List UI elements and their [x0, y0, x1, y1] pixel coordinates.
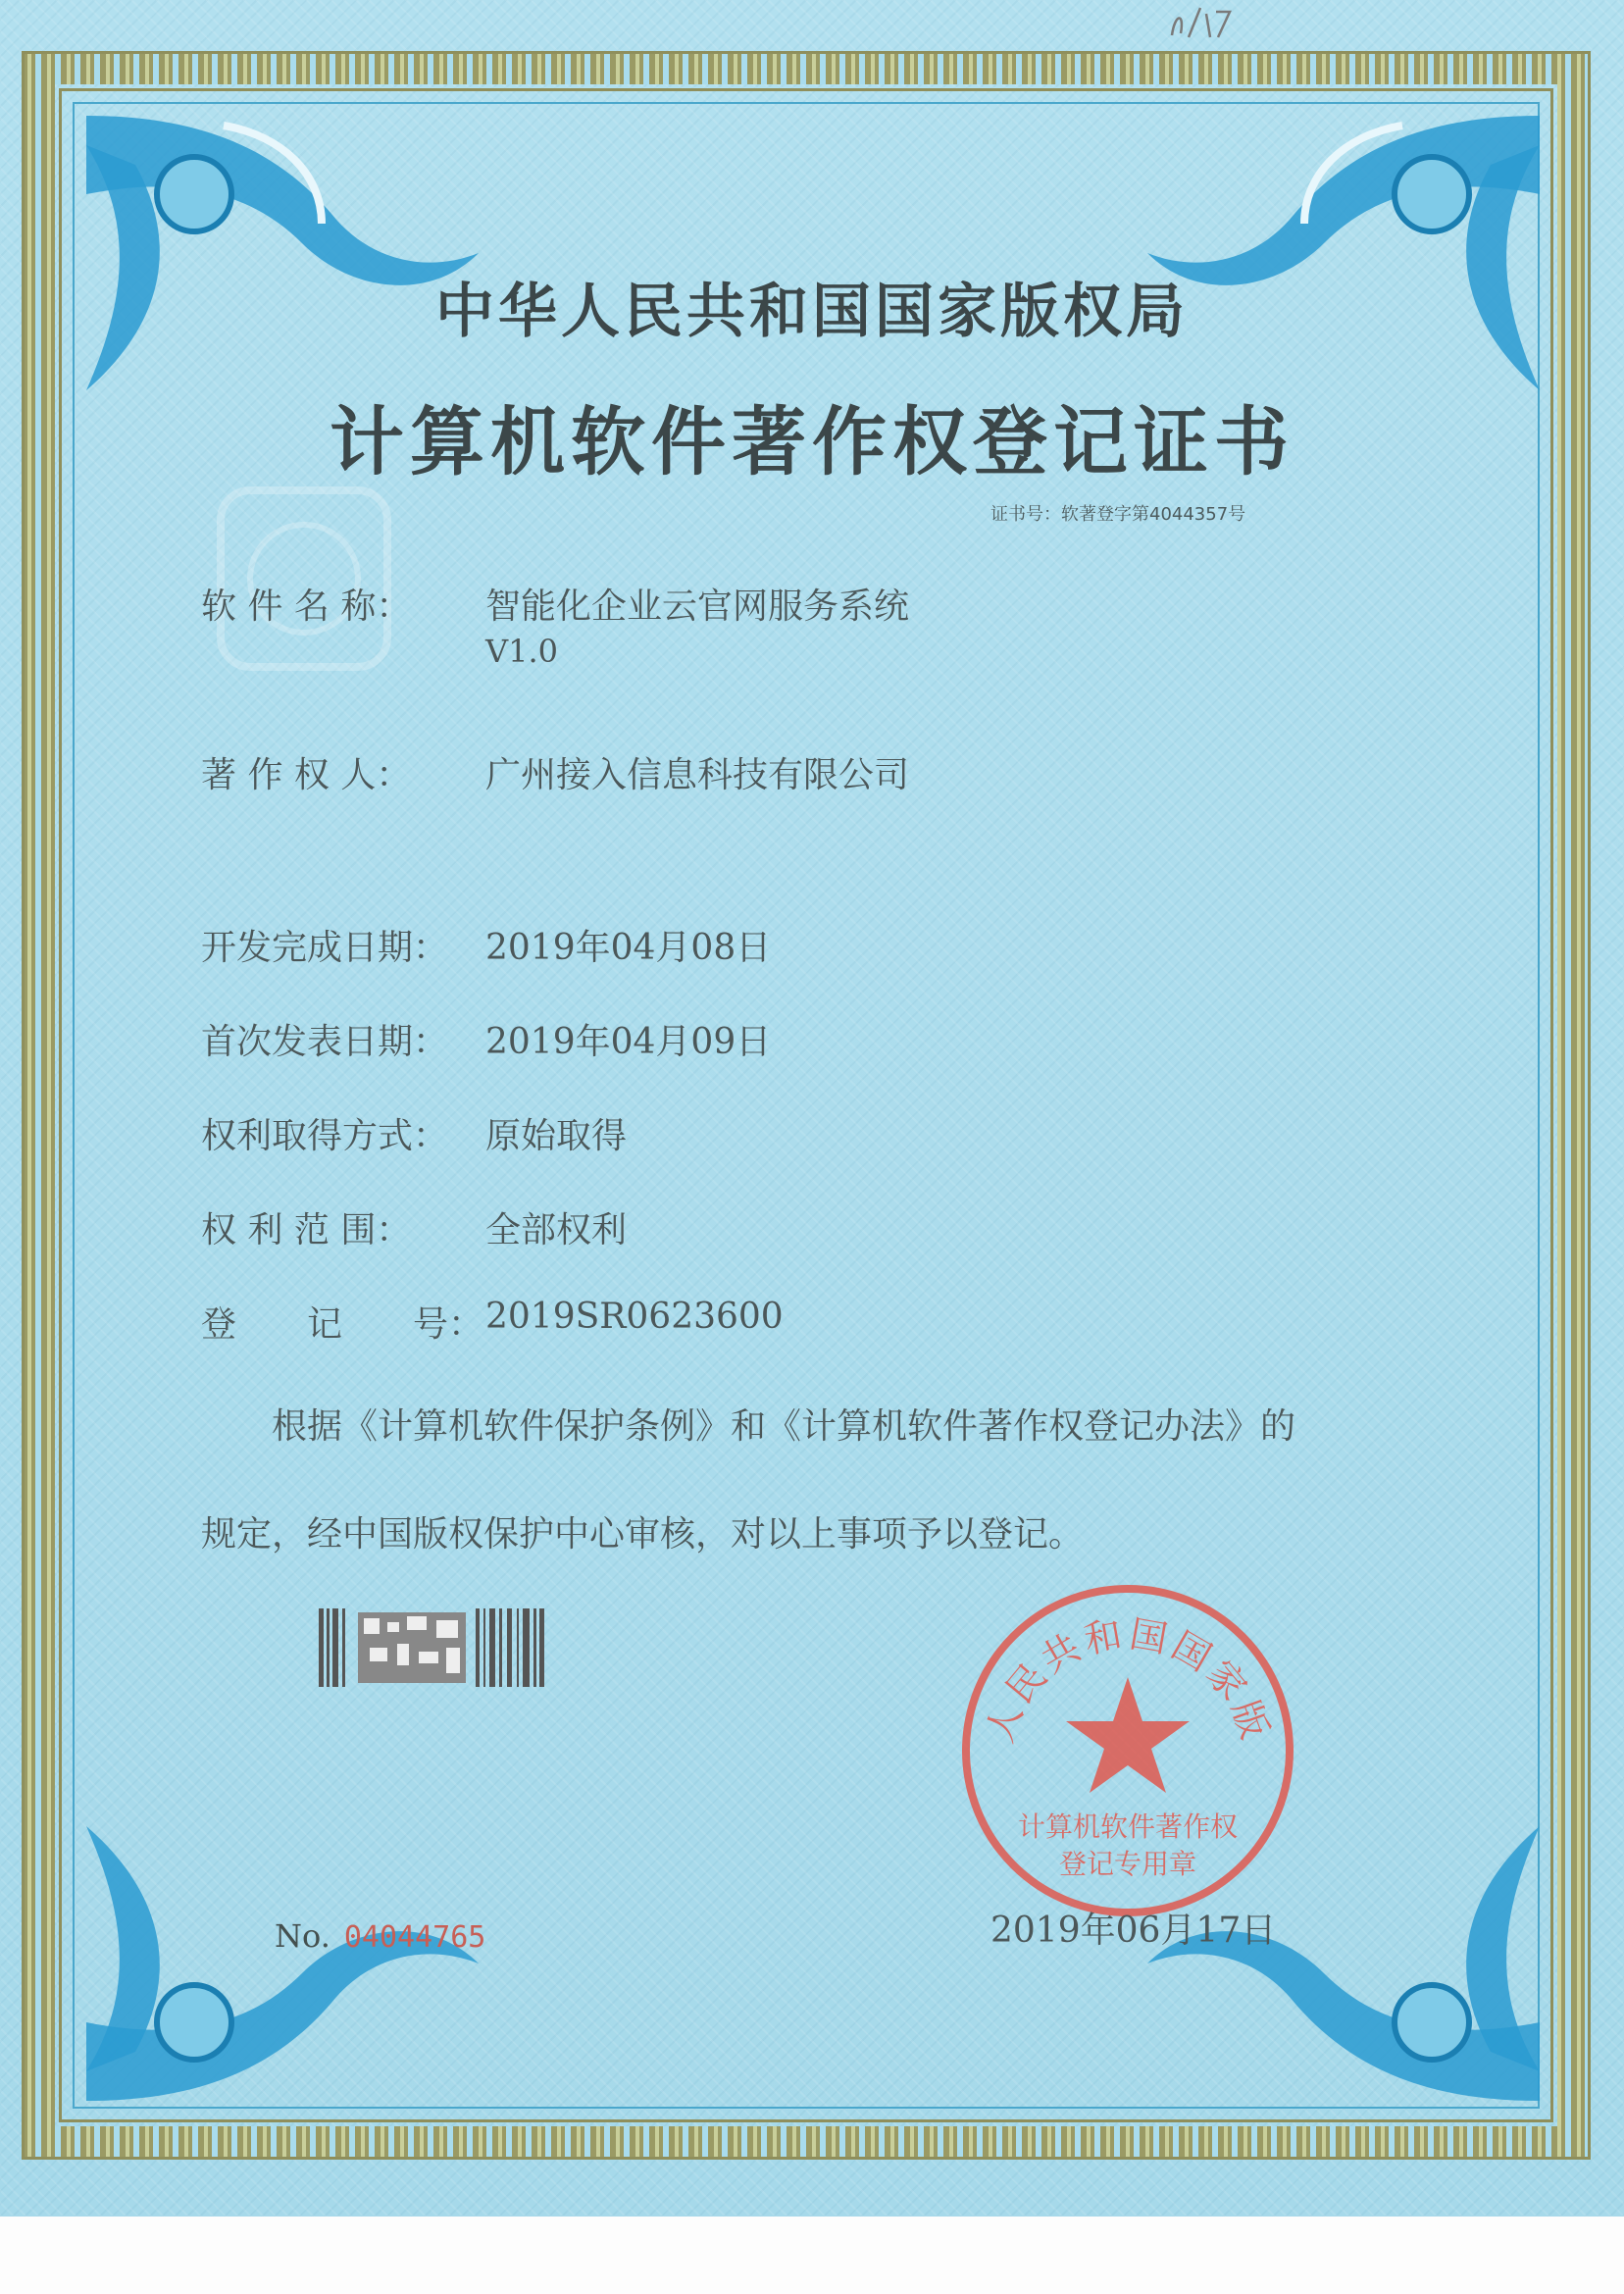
field-dev-completion [201, 920, 771, 970]
seal-inner-line-1: 计算机软件著作权 [1017, 1810, 1239, 1843]
scope-value: 全部权利 [485, 1210, 628, 1250]
field-first-publish [201, 1014, 771, 1064]
field-scope [201, 1202, 627, 1252]
issuing-authority: 中华人民共和国国家版权局 [435, 278, 1189, 346]
ornament-bottom-left [76, 1816, 488, 2111]
serial-label: No. [275, 1917, 330, 1955]
certificate-title: 计算机软件著作权登记证书 [330, 398, 1294, 485]
owner-label: 著 作 权 人： [201, 755, 412, 795]
dev-completion-label: 开发完成日期： [201, 928, 449, 968]
software-name-label: 软 件 名 称： [201, 586, 412, 627]
serial-number-value: 04044765 [343, 1920, 486, 1955]
legal-statement [201, 1373, 1437, 1589]
registration-label: 登 记 号： [201, 1304, 484, 1345]
acquisition-label: 权利取得方式： [201, 1116, 449, 1156]
software-version-value: V1.0 [485, 633, 558, 670]
acquisition-value: 原始取得 [485, 1116, 628, 1156]
ornament-top-left [76, 106, 488, 400]
seal-outer-text: 人民共和国国家版 [978, 1611, 1278, 1749]
field-software-name [201, 579, 909, 670]
serial-number [275, 1917, 485, 1955]
barcode-image [319, 1608, 544, 1687]
issue-date: 2019年06月17日 [990, 1911, 1277, 1951]
statement-line-1: 根据《计算机软件保护条例》和《计算机软件著作权登记办法》的 [272, 1406, 1296, 1447]
first-publish-label: 首次发表日期： [201, 1022, 449, 1062]
dev-completion-value: 2019年04月08日 [485, 928, 772, 968]
seal-inner-line-2: 登记专用章 [1058, 1848, 1197, 1880]
field-acquisition [201, 1108, 627, 1158]
ornament-top-right [1138, 106, 1549, 400]
owner-value: 广州接入信息科技有限公司 [485, 755, 910, 795]
official-seal [956, 1579, 1299, 1922]
field-registration [201, 1297, 784, 1347]
statement-line-2: 规定，经中国版权保护中心审核，对以上事项予以登记。 [201, 1514, 1085, 1555]
software-name-value: 智能化企业云官网服务系统 [485, 586, 910, 627]
scope-label: 权 利 范 围： [201, 1210, 412, 1250]
certificate-number: 证书号：软著登字第4044357号 [990, 504, 1246, 525]
first-publish-value: 2019年04月09日 [485, 1022, 772, 1062]
handwritten-note [1167, 4, 1236, 43]
registration-value: 2019SR0623600 [485, 1297, 784, 1337]
seal-star-icon [1066, 1677, 1190, 1793]
field-owner [201, 747, 909, 797]
